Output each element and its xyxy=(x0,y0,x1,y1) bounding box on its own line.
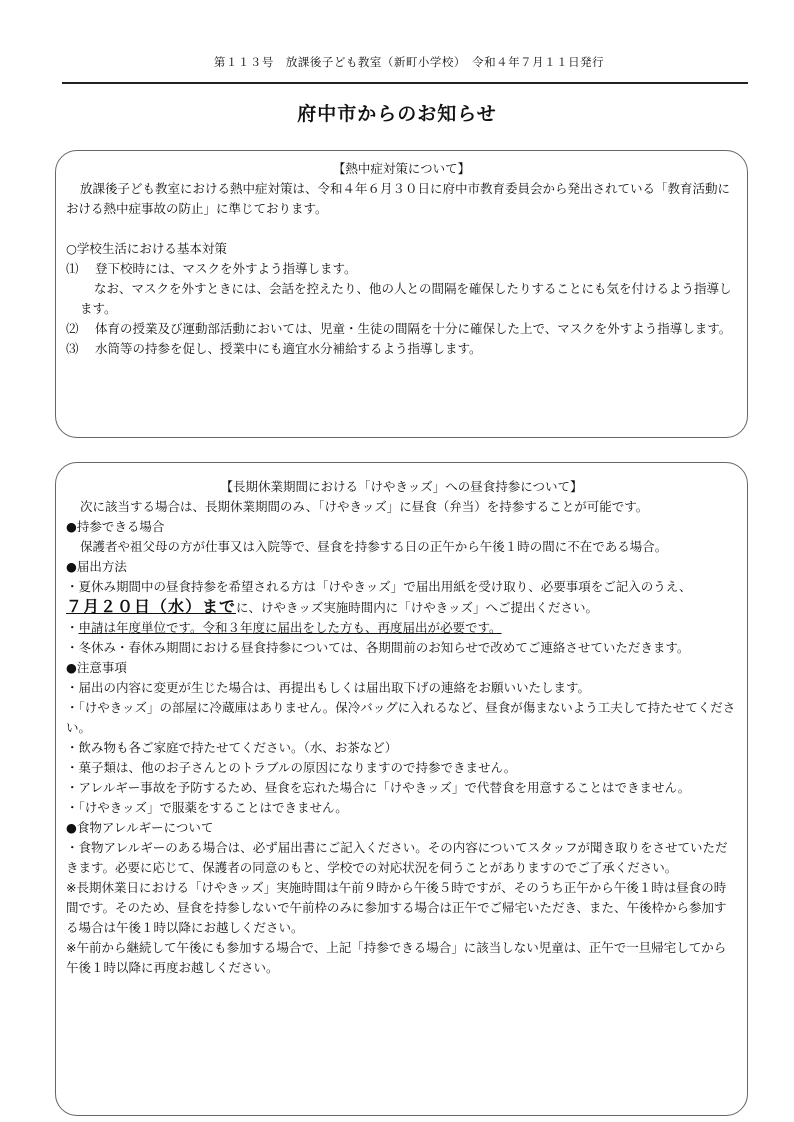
measure-text: 水筒等の持参を促し、授業中にも適宜水分補給するよう指導します。 xyxy=(95,341,482,356)
caution-item-5: ・アレルギー事故を予防するため、昼食を忘れた場合に「けやきッズ」で代替食を用意することはできません。 xyxy=(66,780,691,795)
measure-number: ⑶ xyxy=(66,341,79,356)
heatstroke-heading: 【熱中症対策について】 xyxy=(332,161,471,176)
header-divider xyxy=(62,82,748,84)
heatstroke-notice-box xyxy=(55,150,748,438)
annual-application-note: 申請は年度単位です。令和３年度に届出をした方も、再度届出が必要です。 xyxy=(78,620,502,635)
measure-item-1 xyxy=(66,259,737,279)
measure-text: 登下校時には、マスクを外すよう指導します。 xyxy=(95,261,357,276)
deadline-text: に、けやきッズ実施時間内に「けやきッズ」へご提出ください。 xyxy=(236,600,599,615)
issue-line: 第１１３号 放課後子ども教室（新町小学校） 令和４年７月１１日発行 xyxy=(213,55,605,69)
schedule-note: ※長期休業日における「けやきッズ」実施時間は午前９時から午後５時ですが、そのうち正午から午後１時は昼食の時間です。そのため、昼食を持参しないで午前枠のみに参加する場合は正午でご帰宅いただき、また、午後枠から参加する場合は午後１時以降にお越しください。 xyxy=(66,880,727,935)
submission-item-3: ・冬休み・春休み期間における昼食持参については、各期間前のお知らせで改めてご連絡させていただきます。 xyxy=(66,640,690,655)
deadline-date: ７月２０日（水）まで xyxy=(66,597,237,616)
lunch-heading: 【長期休業期間における「けやきッズ」への昼食持参について】 xyxy=(220,479,583,494)
page-title: 府中市からのお知らせ xyxy=(297,103,497,125)
caution-item-6: ・「けやきッズ」で服薬をすることはできません。 xyxy=(66,800,348,815)
measure-item-2 xyxy=(66,319,737,339)
measure-number: ⑵ xyxy=(66,321,79,336)
lunch-notice-box xyxy=(55,462,748,1116)
measure-item-3 xyxy=(66,339,737,359)
bullet: ・ xyxy=(66,620,79,635)
measure-text: 体育の授業及び運動部活動においては、児童・生徒の間隔を十分に確保した上で、マスクを外すよう指導します。 xyxy=(95,321,732,336)
caution-item-1: ・届出の内容に変更が生じた場合は、再提出もしくは届出取下げの連絡をお願いいたします。 xyxy=(66,680,591,695)
measure-number: ⑴ xyxy=(66,261,79,276)
measure-item-1-note: なお、マスクを外すときには、会話を控えたり、他の人との間隔を確保したりすることにも気を付けるよう指導します。 xyxy=(80,281,732,316)
section-title-eligible: ●持参できる場合 xyxy=(66,519,165,534)
spacer xyxy=(66,219,737,239)
lunch-intro: 次に該当する場合は、長期休業期間のみ、「けやきッズ」に昼食（弁当）を持参することが可能です。 xyxy=(80,499,649,514)
section-title-submission: ●届出方法 xyxy=(66,559,127,574)
eligible-condition: 保護者や祖父母の方が仕事又は入院等で、昼食を持参する日の正午から午後１時の間に不在である場合。 xyxy=(80,539,668,554)
submission-item-1: ・夏休み期間中の昼食持参を希望される方は「けやきッズ」で届出用紙を受け取り、必要事項をご記入のうえ、 xyxy=(66,579,692,594)
caution-item-2: ・「けやきッズ」の部屋に冷蔵庫はありません。保冷バッグに入れるなど、昼食が傷まないよう工夫して持たせてください。 xyxy=(66,700,736,735)
section-title-cautions: ●注意事項 xyxy=(66,660,127,675)
continuation-note: ※午前から継続して午後にも参加する場合で、上記「持参できる場合」に該当しない児童は、正午で一旦帰宅してから午後１時以降に再度お越しください。 xyxy=(66,940,727,975)
submission-deadline-line xyxy=(66,597,737,618)
caution-item-4: ・菓子類は、他のお子さんとのトラブルの原因になりますので持参できません。 xyxy=(66,760,517,775)
submission-item-2 xyxy=(66,618,737,638)
basic-measures-subheading: ○学校生活における基本対策 xyxy=(66,241,227,256)
allergy-item-1: ・食物アレルギーのある場合は、必ず届出書にご記入ください。その内容についてスタッフが聞き取りをさせていただきます。必要に応じて、保護者の同意のもと、学校での対応状況を伺うことがありますのでご了承ください。 xyxy=(66,840,728,875)
caution-item-3: ・飲み物も各ご家庭で持たせてください。（水、お茶など） xyxy=(66,740,398,755)
section-title-allergy: ●食物アレルギーについて xyxy=(66,820,214,835)
heatstroke-intro: 放課後子ども教室における熱中症対策は、令和４年６月３０日に府中市教育委員会から発出されている「教育活動における熱中症事故の防止」に準じております。 xyxy=(66,181,731,216)
